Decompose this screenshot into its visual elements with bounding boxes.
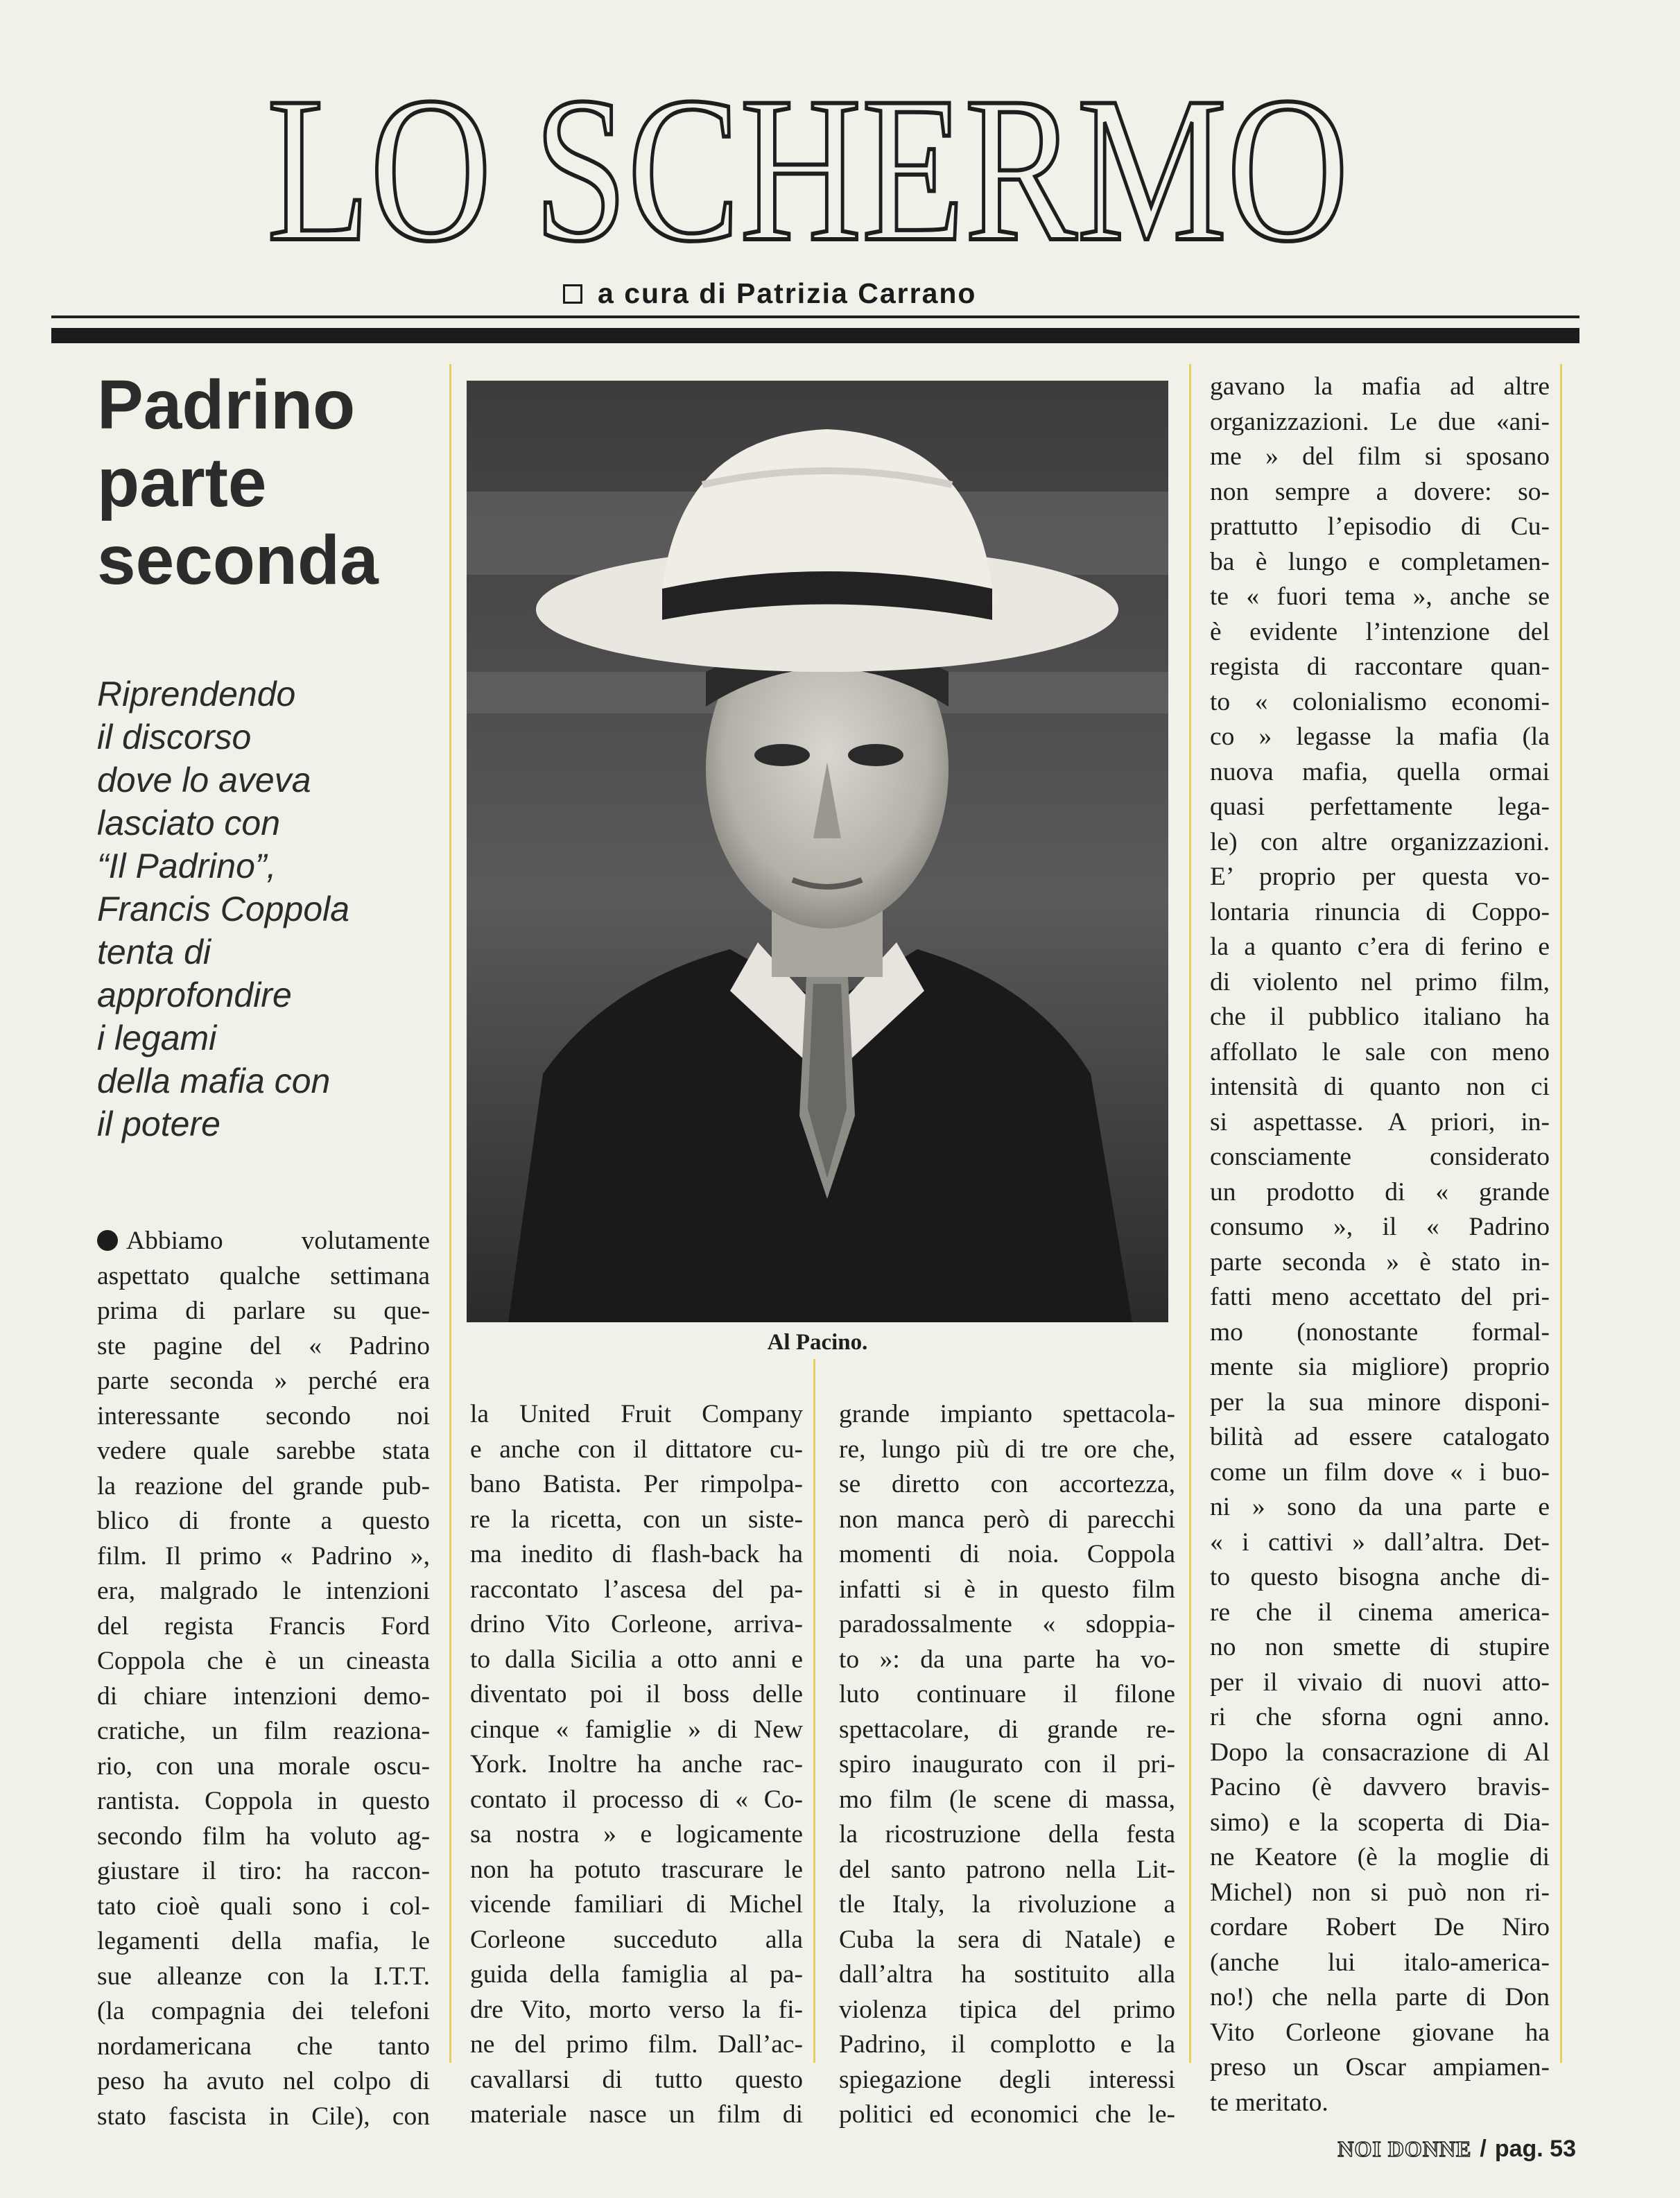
text-line: spiro inaugurato con il pri- [839,1750,1175,1779]
text-line: cinque « famiglie » di New [470,1715,803,1744]
text-line: mo (nonostante formal- [1210,1317,1550,1347]
text-line: re che il cinema americа- [1210,1598,1550,1627]
magazine-name: NOI DONNE [1337,2136,1472,2161]
masthead-title-graphic [257,54,1359,284]
text-line: fatti meno accettato del pri- [1210,1283,1550,1311]
text-line: momenti di noia. Coppola [839,1540,1175,1568]
text-line: lontaria rinuncia di Coppo- [1210,897,1550,926]
text-line: drino Vito Corleone, arriva- [470,1610,803,1638]
text-line: Cuba la sera di Natale) e [839,1925,1175,1954]
text-line: gavano la mafia ad altre [1210,372,1550,401]
text-line: per il vivaio di nuovi atto- [1210,1668,1550,1697]
text-line: regista di raccontare quan- [1210,652,1550,681]
standfirst-line: i legami [97,1019,217,1057]
text-line: ne del primo film. Dall’ac- [470,2030,803,2059]
text-line: violenza tipica del primo [839,1995,1175,2024]
text-line: nordamericana che tanto [97,2032,430,2061]
text-line: le) con altre organizzazioni. [1210,827,1550,856]
text-line: Corleone succeduto alla [470,1925,803,1954]
text-line: giustare il tiro: ha raccon- [97,1857,430,1885]
text-line: parte seconda » è stato in- [1210,1247,1550,1277]
text-line: se diretto con accortezza, [839,1470,1175,1498]
article-column-1 [97,1224,430,2134]
footer-separator: / [1480,2136,1487,2162]
text-line: Pacino (è davvero bravis- [1210,1773,1550,1801]
text-line: la reazione del grande pub- [97,1471,430,1500]
text-line: non sempre a dovere: so- [1210,477,1550,506]
text-line: nuova mafia, quella ormai [1210,757,1550,786]
text-line: stato fascista in Cile), con [97,2102,430,2131]
text-line: infatti si è in questo film [839,1575,1175,1604]
column-rule-1 [449,364,451,2063]
text-line: peso ha avuto nel colpo di [97,2067,430,2095]
text-line: to « colonialismo economi- [1210,687,1550,716]
text-line: mente sia migliore) proprio [1210,1353,1550,1381]
standfirst-line: lasciato con [97,804,281,842]
text-line: la ricostruzione della festa [839,1820,1175,1849]
text-line: di violento nel primo film, [1210,967,1550,996]
text-line: prattutto l’episodio di Cu- [1210,512,1550,541]
text-line: prima di parlare su que- [97,1297,430,1325]
text-line: Abbiamo volutamente [97,1224,430,1259]
text-line: Padrino, il complotto e la [839,2030,1175,2059]
text-line: intensità di quanto non ci [1210,1073,1550,1101]
text-line: no non smette di stupire [1210,1633,1550,1661]
text-line: vicende familiari di Michel [470,1890,803,1919]
headline-line-3: seconda [97,521,379,599]
text-line: consumo », il « Padrino [1210,1213,1550,1241]
text-line: film. Il primo « Padrino », [97,1541,430,1570]
text-line: bilità ad essere catalogato [1210,1423,1550,1451]
text-line: e anche con il dittatore cu- [470,1435,803,1464]
text-line: ba è lungo e completamen- [1210,547,1550,576]
article-column-3 [839,1397,1175,2133]
text-line: secondo film ha voluto ag- [97,1821,430,1851]
text-line: non manca però di parecchi [839,1505,1175,1534]
headline [97,366,458,599]
standfirst-line: tenta di [97,933,211,971]
text-line: te meritato. [1210,2088,1328,2117]
text-line: guida della famiglia al pa- [470,1960,803,1989]
standfirst-line: dove lo aveva [97,761,311,799]
text-line: è evidente l’intenzione del [1210,617,1550,646]
masthead-title: LO SCHERMO [267,54,1349,284]
text-line: re, lungo più di tre ore che, [839,1435,1175,1464]
text-line: bano Batista. Per rimpolpa- [470,1470,803,1498]
text-line: York. Inoltre ha anche rac- [470,1750,803,1779]
text-line: mo film (le scene di massa, [839,1785,1175,1814]
text-line: cratiche, un film reaziona- [97,1717,430,1745]
text-line: affollato le sale con meno [1210,1037,1550,1066]
text-line: sa nostra » e logicamente [470,1820,803,1849]
text-line: un prodotto di « grande [1210,1177,1550,1206]
text-line: luto continuare il filone [839,1680,1175,1708]
text-line: preso un Oscar ampiamen- [1210,2053,1550,2082]
text-line: grande impianto spettacola- [839,1400,1175,1428]
masthead [257,54,1359,284]
checkbox-square-icon [563,284,582,304]
text-line: interessante secondo noi [97,1401,430,1430]
text-line: legamenti della mafia, le [97,1927,430,1955]
text-line: spiegazione degli interessi [839,2065,1175,2094]
text-line: organizzazioni. Le due «ani- [1210,407,1550,436]
text-line: cordare Robert De Niro [1210,1913,1550,1941]
byline [563,277,976,310]
text-line: si aspettasse. A priori, in- [1210,1107,1550,1136]
photo-al-pacino [467,381,1168,1322]
column-rule-4 [1560,364,1562,2063]
article-column-4 [1210,370,1550,2120]
text-line: tato cioè quali sono i col- [97,1892,430,1921]
text-line: aspettato qualche settimana [97,1261,430,1290]
text-line: paradossalmente « sdoppia- [839,1610,1175,1638]
text-line: ste pagine del « Padrino [97,1331,430,1360]
text-line: sue alleanze con la I.T.T. [97,1962,430,1991]
text-line: rantista. Coppola in questo [97,1787,430,1815]
portrait-illustration [467,381,1168,1322]
text-line: to dalla Sicilia a otto anni e [470,1645,803,1674]
article-column-2 [470,1397,803,2133]
standfirst-line: “Il Padrino”, [97,847,277,885]
headline-line-1: Padrino [97,366,356,444]
text-line: contato il processo di « Co- [470,1785,803,1814]
text-line: del santo patrono nella Lit- [839,1855,1175,1884]
text-line: to »: da una parte ha vo- [839,1645,1175,1674]
text-line: dall’altra ha sostituito alla [839,1960,1175,1989]
text-line: come un film dove « i buo- [1210,1457,1550,1487]
text-line: Michel) non si può non ri- [1210,1878,1550,1907]
text-line: dre Vito, morto verso la fi- [470,1995,803,2024]
text-line: quasi perfettamente lega- [1210,793,1550,821]
text-line: cavallarsi di tutto questo [470,2065,803,2094]
text-line: parte seconda » perché era [97,1367,430,1395]
text-line: politici ed economici che le- [839,2100,1175,2129]
text-line: che il pubblico italiano ha [1210,1003,1550,1031]
standfirst-line: Francis Coppola [97,890,350,928]
column-rule-2 [813,1359,815,2063]
text-line: di chiare intenzioni demo- [97,1681,430,1711]
text-line: del regista Francis Ford [97,1611,430,1641]
headline-line-2: parte [97,444,267,521]
text-line: « i cattivi » dall’altra. Det- [1210,1528,1550,1557]
text-line: consciamente considerato [1210,1143,1550,1171]
bullet-icon [97,1230,118,1251]
standfirst-line: Riprendendo [97,675,296,713]
text-line: vedere quale sarebbe stata [97,1437,430,1465]
text-line: spettacolare, di grande re- [839,1715,1175,1744]
standfirst-line: il potere [97,1105,220,1143]
page-number: pag. 53 [1494,2136,1576,2162]
column-rule-3 [1189,364,1191,2063]
text-line: me » del film si sposano [1210,442,1550,471]
text-line: Coppola che è un cineasta [97,1647,430,1675]
text-line: la a quanto c’era di ferino e [1210,933,1550,961]
standfirst-line: approfondire [97,976,292,1014]
text-line: raccontato l’ascesa del pa- [470,1575,803,1604]
text-line: ri che sforna ogni anno. [1210,1703,1550,1731]
text-line: simo) e la scoperta di Dia- [1210,1808,1550,1837]
text-line: per la sua minore disponi- [1210,1387,1550,1417]
text-line: blico di fronte a questo [97,1507,430,1535]
text-line: co » legasse la mafia (la [1210,722,1550,751]
text-line: non ha potuto trascurare le [470,1855,803,1884]
text-line: to questo bisogna anche di- [1210,1563,1550,1591]
text-line: ni » sono da una parte e [1210,1493,1550,1521]
text-line: (la compagnia dei telefoni [97,1997,430,2025]
text-line: la United Fruit Company [470,1400,803,1428]
text-line: te « fuori tema », anche se [1210,582,1550,611]
text-line: rio, con una morale oscu- [97,1751,430,1781]
byline-text: a cura di Patrizia Carrano [598,277,977,309]
text-line: ma inedito di flash-back ha [470,1540,803,1568]
text-line: materiale nasce un film di [470,2100,803,2129]
header-thick-rule [51,328,1579,343]
photo-caption: Al Pacino. [767,1330,868,1355]
text-line: (anche lui italo-americа- [1210,1948,1550,1977]
text-line: ne Keatore (è la moglie di [1210,1843,1550,1871]
text-line: re la ricetta, con un siste- [470,1505,803,1534]
text-line: E’ proprio per questa vo- [1210,863,1550,891]
text-line: no!) che nella parte di Don [1210,1983,1550,2011]
page-footer [1337,2136,1576,2163]
standfirst-line: il discorso [97,718,252,756]
text-line: Dopo la consacrazione di Al [1210,1738,1550,1767]
text-line: era, malgrado le intenzioni [97,1577,430,1605]
header-thin-rule [51,315,1579,318]
text-line: Vito Corleone giovane ha [1210,2018,1550,2047]
standfirst [97,673,430,1145]
standfirst-line: della mafia con [97,1062,331,1100]
text-line: tle Italy, la rivoluzione a [839,1890,1175,1919]
text-line: diventato poi il boss delle [470,1680,803,1708]
